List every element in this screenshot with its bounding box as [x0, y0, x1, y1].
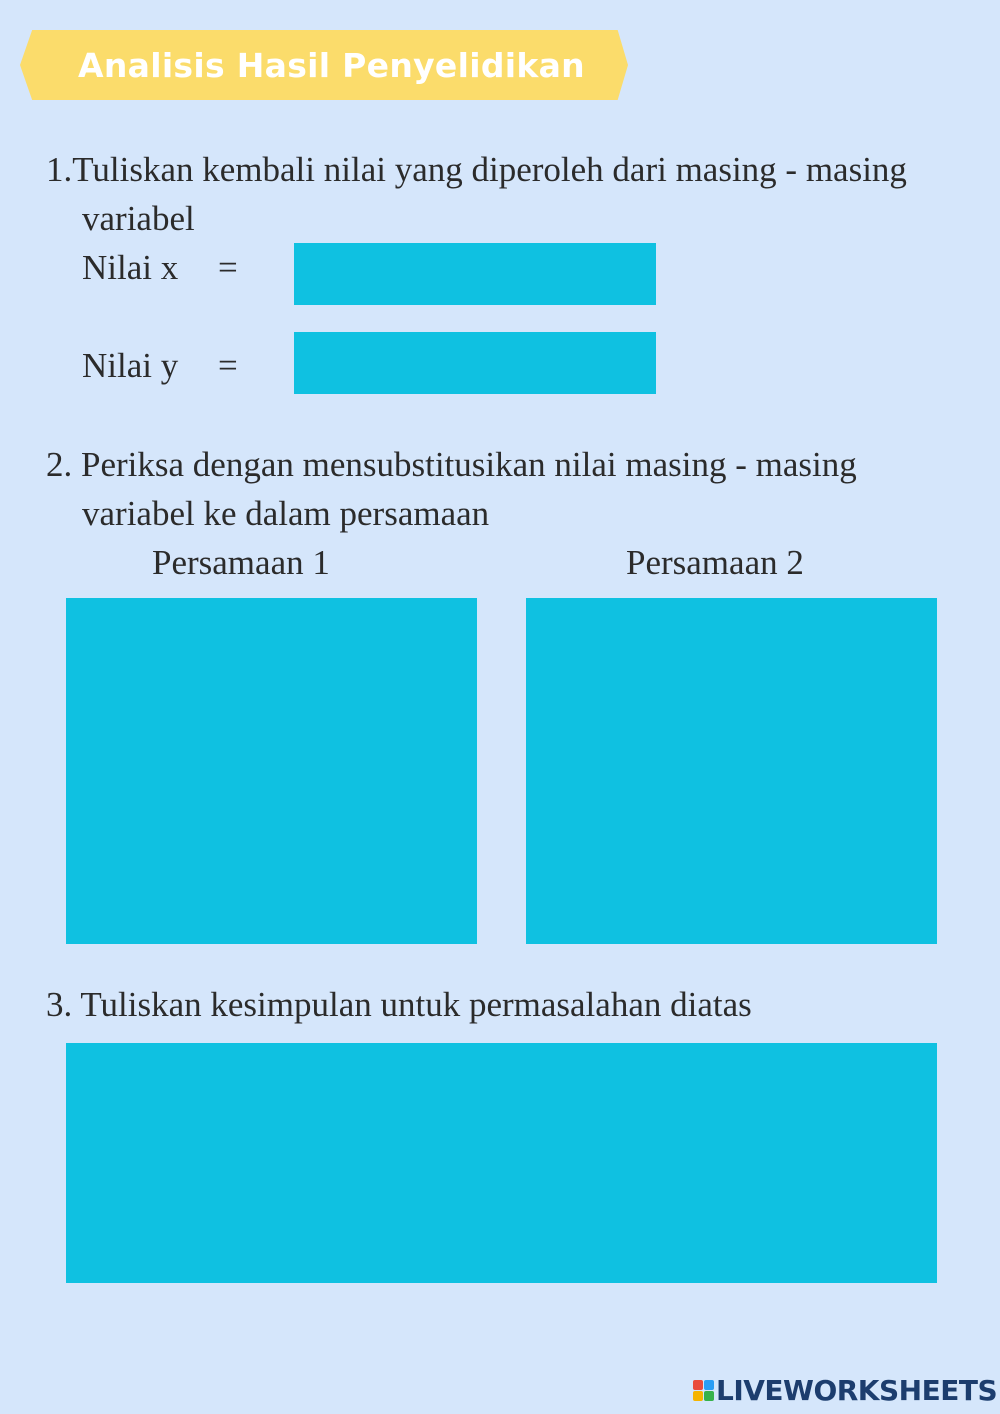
- page-title: Analisis Hasil Penyelidikan: [78, 46, 585, 85]
- logo-tile-3: [693, 1391, 703, 1401]
- persamaan-1-label: Persamaan 1: [152, 543, 330, 582]
- question-2-text-cont: variabel ke dalam persamaan: [82, 494, 490, 533]
- nilai-x-label: Nilai x: [82, 248, 179, 287]
- nilai-y-input[interactable]: [294, 332, 656, 394]
- persamaan-2-label: Persamaan 2: [626, 543, 804, 582]
- nilai-x-equals: =: [218, 248, 238, 287]
- persamaan-1-answer-box[interactable]: [66, 598, 477, 944]
- logo-tile-2: [704, 1380, 714, 1390]
- question-2-text: 2. Periksa dengan mensubstitusikan nilai masing - masing: [46, 445, 857, 484]
- liveworksheets-logo: [693, 1372, 997, 1408]
- kesimpulan-answer-box[interactable]: [66, 1043, 937, 1283]
- nilai-y-label: Nilai y: [82, 346, 179, 385]
- question-1-text: 1.Tuliskan kembali nilai yang diperoleh dari masing - masing: [46, 150, 907, 189]
- logo-tile-1: [693, 1380, 703, 1390]
- nilai-x-input[interactable]: [294, 243, 656, 305]
- logo-tile-4: [704, 1391, 714, 1401]
- question-1-text-cont: variabel: [82, 199, 195, 238]
- liveworksheets-brand-text: LIVEWORKSHEETS: [716, 1373, 998, 1407]
- question-3-text: 3. Tuliskan kesimpulan untuk permasalahan diatas: [46, 985, 752, 1024]
- persamaan-2-answer-box[interactable]: [526, 598, 937, 944]
- nilai-y-equals: =: [218, 346, 238, 385]
- liveworksheets-logo-icon: [693, 1380, 714, 1401]
